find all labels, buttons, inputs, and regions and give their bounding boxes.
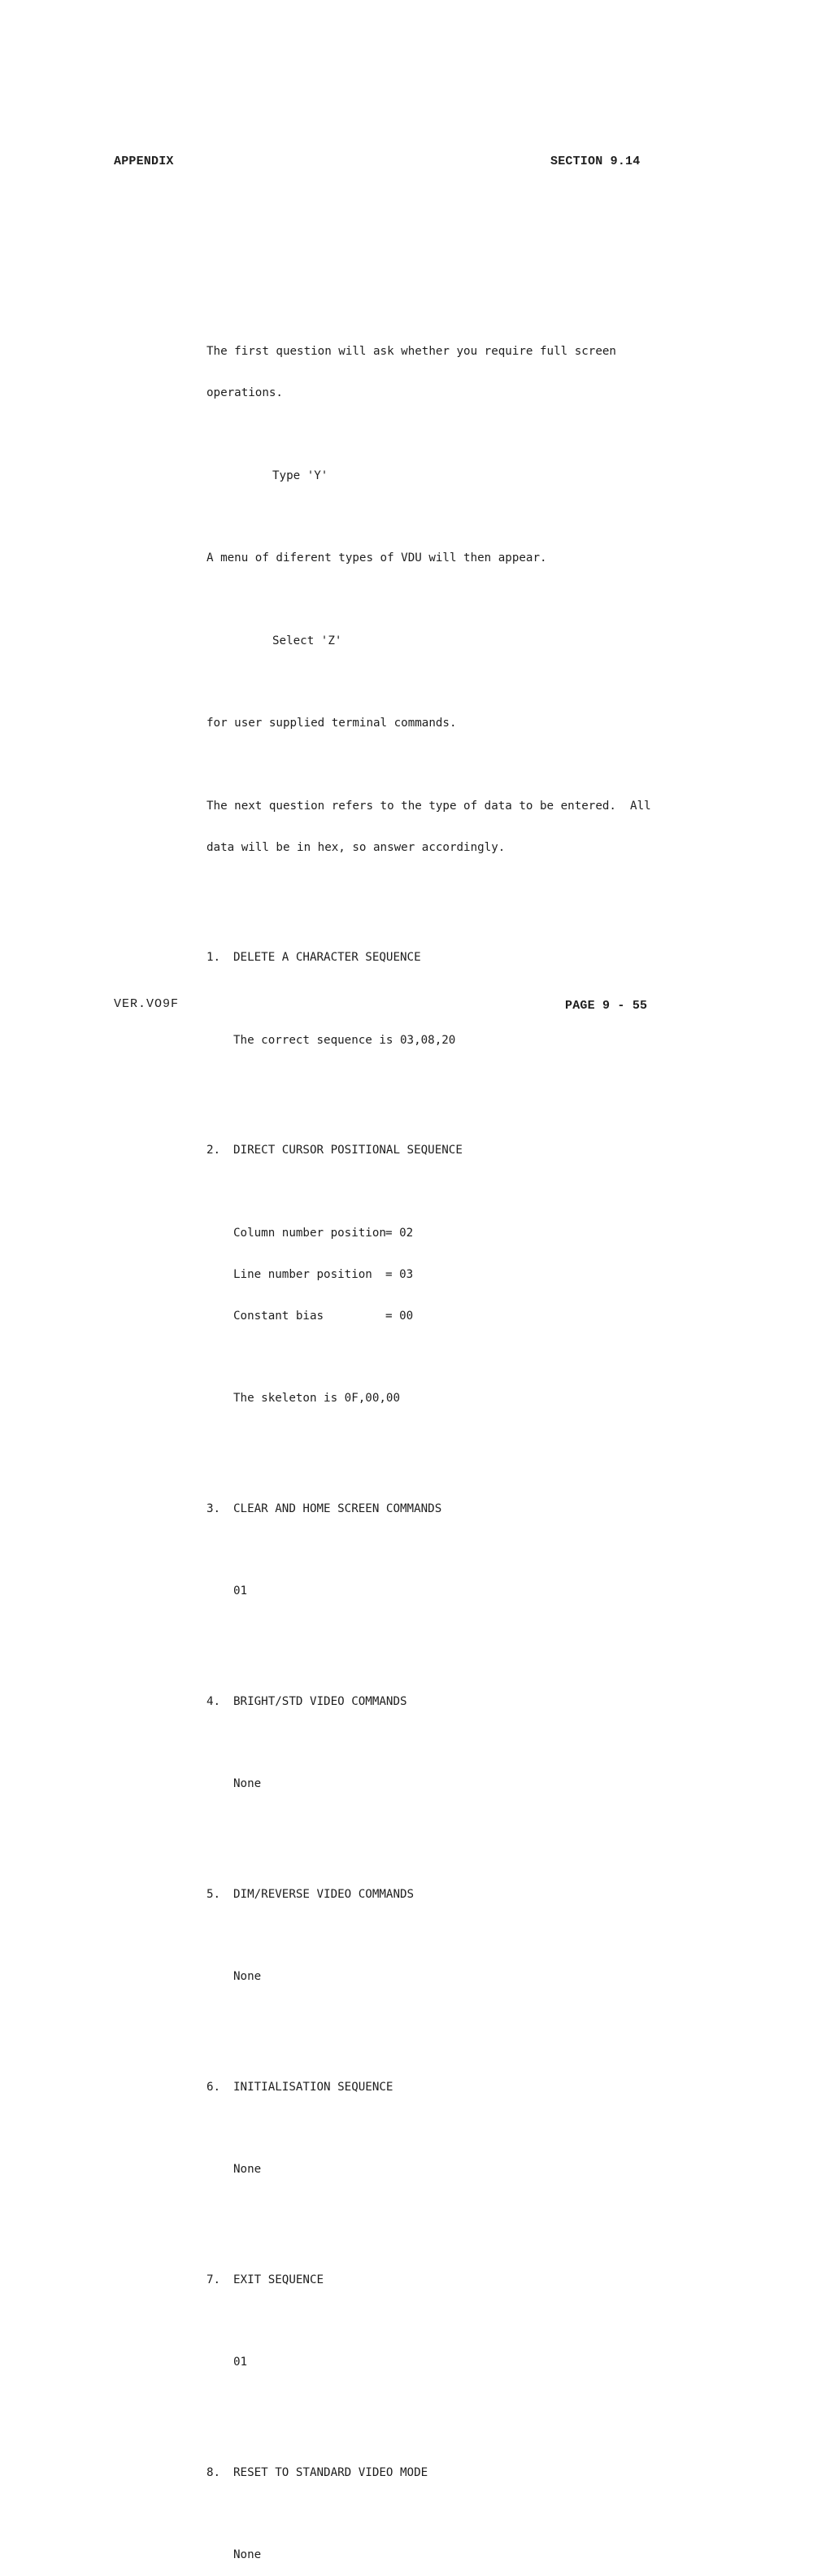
- param-value: = 00: [385, 1309, 414, 1323]
- item-number: 5.: [206, 1887, 221, 1901]
- footer-version: VER.VO9F: [114, 997, 180, 1011]
- item-title: DELETE A CHARACTER SEQUENCE: [233, 951, 421, 964]
- param-label: Column number position: [233, 1226, 386, 1240]
- intro-line: The next question refers to the type of data to be entered. All: [206, 799, 651, 813]
- header-section: SECTION 9.14: [550, 155, 641, 168]
- intro-line: operations.: [206, 386, 283, 399]
- param-value: = 03: [385, 1267, 414, 1281]
- param-row: [206, 1310, 662, 1323]
- item-number: 6.: [206, 2080, 221, 2094]
- item-body: None: [233, 1777, 262, 1790]
- item-title: DIRECT CURSOR POSITIONAL SEQUENCE: [233, 1144, 463, 1157]
- item-body: The correct sequence is 03,08,20: [233, 1033, 456, 1047]
- item-number: 4.: [206, 1694, 221, 1708]
- list-item: [206, 2081, 662, 2094]
- list-item: [206, 2466, 662, 2480]
- item-title: EXIT SEQUENCE: [233, 2273, 324, 2286]
- list-item: [206, 1144, 662, 1157]
- footer-page-number: PAGE 9 - 55: [565, 999, 648, 1013]
- item-title: DIM/REVERSE VIDEO COMMANDS: [233, 1887, 415, 1901]
- item-body: None: [233, 1970, 262, 1983]
- list-item: [206, 2273, 662, 2287]
- intro-line: for user supplied terminal commands.: [206, 717, 457, 730]
- param-label: Line number position: [233, 1267, 372, 1281]
- item-body: 01: [233, 2356, 248, 2369]
- intro-line: A menu of diferent types of VDU will then appear.: [206, 551, 547, 564]
- item-body: None: [233, 2548, 262, 2561]
- instruction-select-z: Select 'Z': [272, 634, 342, 647]
- item-number: 3.: [206, 1502, 221, 1515]
- item-number: 8.: [206, 2465, 221, 2479]
- param-row: [206, 1227, 662, 1240]
- param-label: Constant bias: [233, 1309, 324, 1323]
- page-body: [206, 317, 662, 2576]
- item-number: 7.: [206, 2273, 221, 2286]
- param-row: [206, 1268, 662, 1282]
- item-title: CLEAR AND HOME SCREEN COMMANDS: [233, 1502, 442, 1515]
- instruction-type-y: Type 'Y': [272, 469, 328, 482]
- item-number: 1.: [206, 951, 221, 964]
- item-title: BRIGHT/STD VIDEO COMMANDS: [233, 1694, 407, 1708]
- item-title: RESET TO STANDARD VIDEO MODE: [233, 2465, 428, 2479]
- header-appendix: APPENDIX: [114, 155, 174, 168]
- param-value: = 02: [385, 1226, 414, 1240]
- item-body: The skeleton is 0F,00,00: [233, 1392, 400, 1405]
- intro-line: data will be in hex, so answer accordingly.: [206, 840, 506, 854]
- list-item: [206, 1695, 662, 1709]
- list-item: [206, 951, 662, 965]
- intro-line: The first question will ask whether you require full screen: [206, 345, 616, 358]
- item-body: 01: [233, 1584, 248, 1597]
- item-body: None: [233, 2163, 262, 2176]
- list-item: [206, 1888, 662, 1902]
- item-number: 2.: [206, 1144, 221, 1157]
- item-title: INITIALISATION SEQUENCE: [233, 2080, 393, 2094]
- list-item: [206, 1502, 662, 1516]
